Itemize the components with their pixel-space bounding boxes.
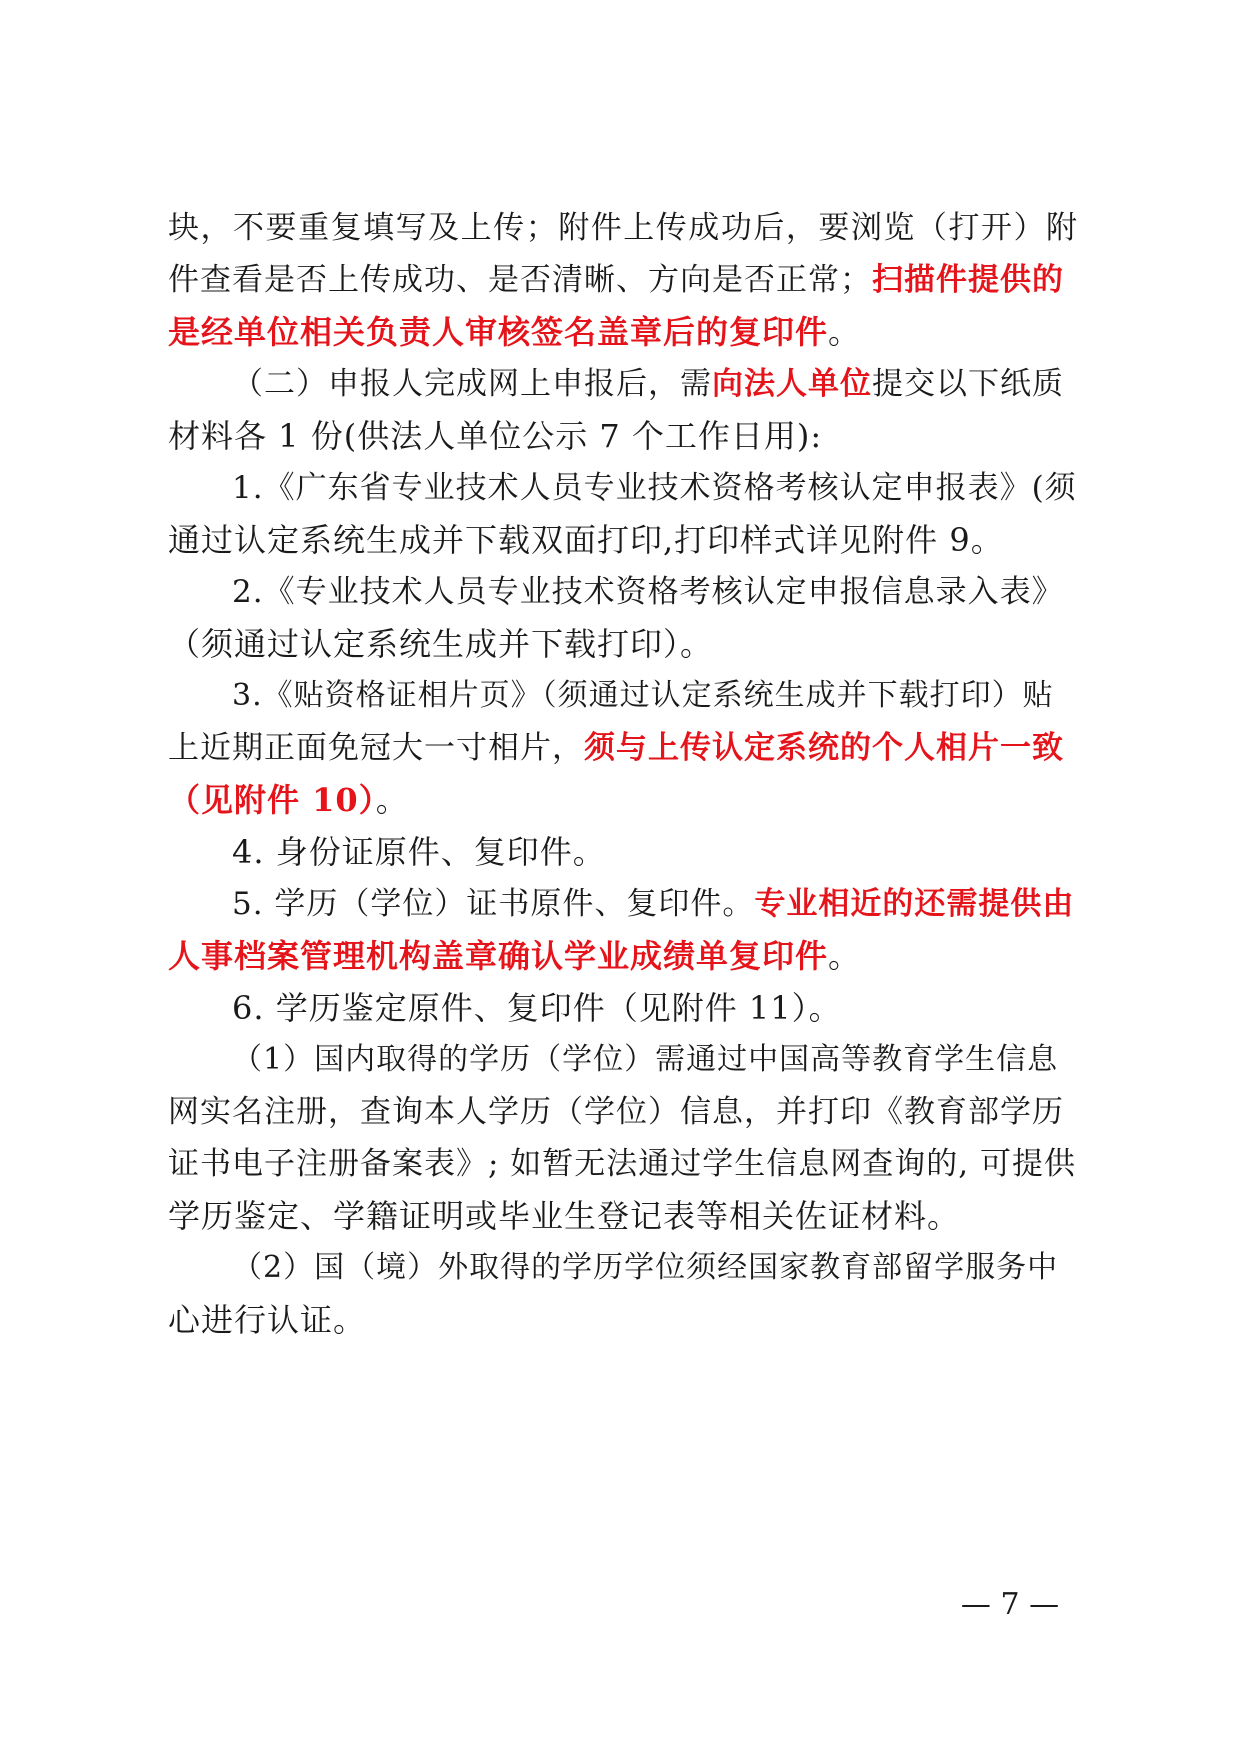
- text-line-8: 2.《专业技术人员专业技术资格考核认定申报信息录入表》: [232, 574, 1064, 610]
- text-line-12: [168, 776, 1078, 824]
- emphasis-text: 是经单位相关负责人审核签名盖章后的复印件: [168, 313, 829, 351]
- text-line-18: 网实名注册，查询本人学历（学位）信息，并打印《教育部学历: [168, 1094, 1064, 1130]
- text-line-19: 证书电子注册备案表》; 如暂无法通过学生信息网查询的, 可提供: [168, 1146, 1077, 1182]
- text-line-3: [168, 308, 1078, 356]
- text-line-14: [232, 880, 1078, 928]
- text-line-4: [232, 360, 1078, 408]
- page-number: — 7 —: [960, 1587, 1060, 1622]
- emphasis-text: 专业相近的还需提供由: [754, 886, 1075, 922]
- text-line-15: [168, 932, 1078, 980]
- text-line-1: 块，不要重复填写及上传；附件上传成功后，要浏览（打开）附: [168, 210, 1078, 246]
- text-line-21: （2）国（境）外取得的学历学位须经国家教育部留学服务中: [232, 1250, 1059, 1285]
- emphasis-text: （见附件 10）: [168, 781, 376, 819]
- text-segment: 件查看是否上传成功、是否清晰、方向是否正常；: [168, 262, 872, 298]
- emphasis-text: 人事档案管理机构盖章确认学业成绩单复印件: [168, 937, 829, 975]
- text-line-17: （1）国内取得的学历（学位）需通过中国高等教育学生信息: [232, 1042, 1059, 1077]
- emphasis-text: 向法人单位: [712, 366, 872, 402]
- text-segment: 上近期正面免冠大一寸相片，: [168, 730, 584, 766]
- text-segment: 。: [828, 313, 862, 351]
- text-line-11: [168, 724, 1078, 772]
- text-line-10: 3.《贴资格证相片页》（须通过认定系统生成并下载打印）贴: [232, 678, 1054, 713]
- text-line-6: 1.《广东省专业技术人员专业技术资格考核认定申报表》(须: [232, 470, 1077, 506]
- text-line-2: [168, 256, 1078, 304]
- emphasis-text: 须与上传认定系统的个人相片一致: [584, 730, 1064, 766]
- text-line-22: 心进行认证。: [168, 1301, 367, 1339]
- text-segment: 。: [375, 781, 409, 819]
- text-line-13: 4. 身份证原件、复印件。: [232, 833, 606, 871]
- text-line-7: 通过认定系统生成并下载双面打印,打印样式详见附件 9。: [168, 521, 1004, 559]
- text-segment: 5. 学历（学位）证书原件、复印件。: [232, 886, 755, 922]
- text-line-16: 6. 学历鉴定原件、复印件（见附件 11）。: [232, 989, 842, 1027]
- text-line-20: 学历鉴定、学籍证明或毕业生登记表等相关佐证材料。: [168, 1197, 961, 1235]
- emphasis-text: 扫描件提供的: [872, 262, 1064, 298]
- text-segment: 提交以下纸质: [872, 366, 1064, 402]
- text-line-9: （须通过认定系统生成并下载打印）。: [168, 625, 714, 663]
- text-line-5: 材料各 1 份(供法人单位公示 7 个工作日用):: [168, 417, 823, 455]
- text-segment: （二）申报人完成网上申报后，需: [232, 366, 712, 402]
- text-segment: 。: [828, 937, 862, 975]
